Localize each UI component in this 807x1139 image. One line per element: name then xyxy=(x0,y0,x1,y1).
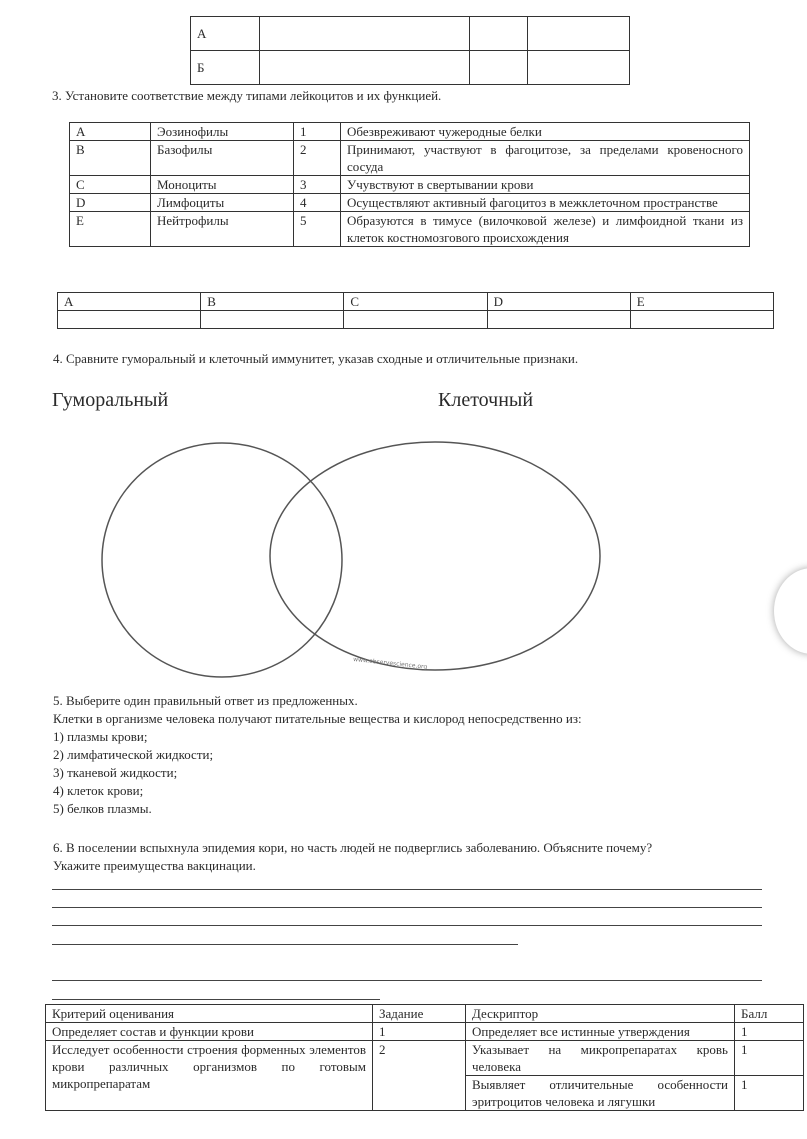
answer-line[interactable] xyxy=(52,907,762,908)
answer-line[interactable] xyxy=(52,944,518,945)
letter-cell: C xyxy=(70,176,151,194)
answer-cell[interactable] xyxy=(260,51,469,85)
venn-watermark: www.observescience.org xyxy=(352,656,428,671)
table-row xyxy=(70,141,750,176)
q5-option[interactable]: 2) лимфатической жидкости; xyxy=(53,747,214,762)
score-cell: 1 xyxy=(735,1023,804,1041)
answer-line[interactable] xyxy=(52,889,762,890)
answer-cell[interactable] xyxy=(469,51,527,85)
q5-question: Клетки в организме человека получают питательные вещества и кислород непосредственно из: xyxy=(53,711,582,726)
leukocyte-type: Моноциты xyxy=(151,176,294,194)
table-row xyxy=(191,51,630,85)
letter-cell: D xyxy=(70,194,151,212)
leukocyte-type: Эозинофилы xyxy=(151,123,294,141)
row-label-b: Б xyxy=(191,51,260,85)
q6-subheading: Укажите преимущества вакцинации. xyxy=(53,858,256,873)
number-cell: 4 xyxy=(294,194,341,212)
function-cell: Осуществляют активный фагоцитоз в межклеточном пространстве xyxy=(341,194,750,212)
q5-heading: 5. Выберите один правильный ответ из предложенных. xyxy=(53,693,358,708)
humoral-label: Гуморальный xyxy=(52,389,169,411)
letter-cell: B xyxy=(70,141,151,176)
task-cell: 2 xyxy=(373,1041,466,1111)
table-row xyxy=(70,194,750,212)
table-row xyxy=(46,1023,804,1041)
criteria-table xyxy=(45,1004,804,1111)
task-header: Задание xyxy=(373,1005,466,1023)
task-cell: 1 xyxy=(373,1023,466,1041)
answer-line[interactable] xyxy=(52,980,762,981)
table-row xyxy=(191,17,630,51)
answer-cell[interactable] xyxy=(344,311,487,329)
criterion-cell: Определяет состав и функции крови xyxy=(46,1023,373,1041)
function-cell: Принимают, участвуют в фагоцитозе, за пределами кровеносного сосуда xyxy=(341,141,750,176)
answer-cell[interactable] xyxy=(469,17,527,51)
side-scroll-button[interactable] xyxy=(774,568,807,654)
table-row xyxy=(58,311,774,329)
q3-heading: 3. Установите соответствие между типами лейкоцитов и их функцией. xyxy=(52,88,442,103)
criterion-cell: Исследует особенности строения форменных элементов крови различных организмов по готовым микропрепаратам xyxy=(46,1041,373,1111)
letter-cell: E xyxy=(70,212,151,247)
q5-option[interactable]: 1) плазмы крови; xyxy=(53,729,148,744)
score-cell: 1 xyxy=(735,1041,804,1076)
score-cell: 1 xyxy=(735,1076,804,1111)
answer-header: A xyxy=(58,293,201,311)
number-cell: 5 xyxy=(294,212,341,247)
table-row xyxy=(46,1041,804,1076)
answer-header: C xyxy=(344,293,487,311)
leukocyte-type: Нейтрофилы xyxy=(151,212,294,247)
function-cell: Обезвреживают чужеродные белки xyxy=(341,123,750,141)
leukocyte-type: Базофилы xyxy=(151,141,294,176)
function-cell: Учувствуют в свертывании крови xyxy=(341,176,750,194)
q5-option[interactable]: 3) тканевой жидкости; xyxy=(53,765,178,780)
descriptor-cell: Определяет все истинные утверждения xyxy=(466,1023,735,1041)
number-cell: 3 xyxy=(294,176,341,194)
q5-option[interactable]: 4) клеток крови; xyxy=(53,783,144,798)
criteria-header: Критерий оценивания xyxy=(46,1005,373,1023)
q6-heading: 6. В поселении вспыхнула эпидемия кори, но часть людей не подверглись заболеванию. Объясните почему? xyxy=(53,840,653,855)
table-row xyxy=(46,1005,804,1023)
top-answer-table xyxy=(190,16,630,85)
table-row xyxy=(70,212,750,247)
answer-cell[interactable] xyxy=(527,51,629,85)
number-cell: 1 xyxy=(294,123,341,141)
answer-cell[interactable] xyxy=(260,17,469,51)
q3-answer-table xyxy=(57,292,774,329)
function-cell: Образуются в тимусе (вилочковой железе) и лимфоидной ткани из клеток костномозгового происхождения xyxy=(341,212,750,247)
descriptor-cell: Указывает на микропрепаратах кровь человека xyxy=(466,1041,735,1076)
q5-option[interactable]: 5) белков плазмы. xyxy=(53,801,152,816)
humoral-circle[interactable] xyxy=(102,443,342,677)
cellular-circle[interactable] xyxy=(270,442,600,670)
descriptor-header: Дескриптор xyxy=(466,1005,735,1023)
score-header: Балл xyxy=(735,1005,804,1023)
leukocyte-type: Лимфоциты xyxy=(151,194,294,212)
row-label-a: А xyxy=(191,17,260,51)
answer-header: E xyxy=(630,293,773,311)
cellular-label: Клеточный xyxy=(438,389,534,411)
answer-cell[interactable] xyxy=(527,17,629,51)
letter-cell: A xyxy=(70,123,151,141)
answer-cell[interactable] xyxy=(201,311,344,329)
table-row xyxy=(70,123,750,141)
number-cell: 2 xyxy=(294,141,341,176)
answer-header: D xyxy=(487,293,630,311)
answer-header: B xyxy=(201,293,344,311)
answer-cell[interactable] xyxy=(58,311,201,329)
venn-diagram xyxy=(95,432,615,692)
table-row xyxy=(70,176,750,194)
answer-cell[interactable] xyxy=(630,311,773,329)
answer-line[interactable] xyxy=(52,925,762,926)
table-row xyxy=(58,293,774,311)
answer-line[interactable] xyxy=(52,999,380,1000)
descriptor-cell: Выявляет отличительные особенности эритроцитов человека и лягушки xyxy=(466,1076,735,1111)
q3-matching-table xyxy=(69,122,750,247)
q4-heading: 4. Сравните гуморальный и клеточный иммунитет, указав сходные и отличительные признаки. xyxy=(53,351,579,366)
answer-cell[interactable] xyxy=(487,311,630,329)
